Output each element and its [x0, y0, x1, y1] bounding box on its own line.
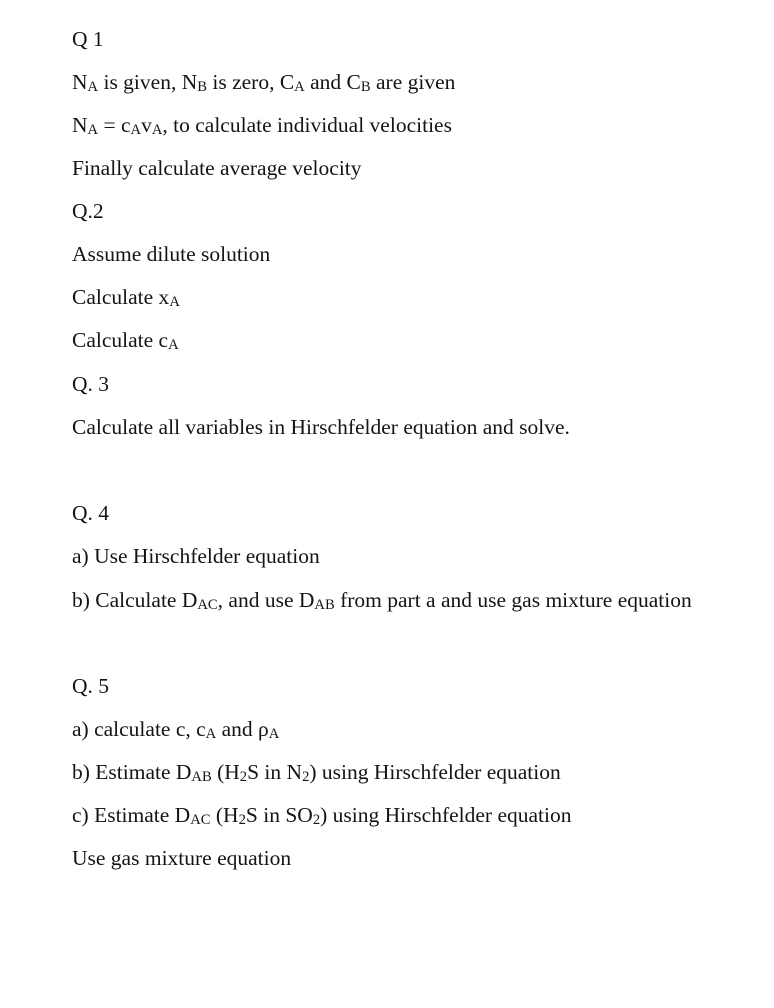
q1-line-flux-equation: NA = cAvA, to calculate individual velocities: [72, 113, 452, 139]
q3-line-hirschfelder: Calculate all variables in Hirschfelder equation and solve.: [72, 415, 570, 439]
q5-line-b: b) Estimate DAB (H2S in N2) using Hirschfelder equation: [72, 760, 561, 786]
q4-line-b: b) Calculate DAC, and use DAB from part a and use gas mixture equation: [72, 588, 692, 614]
q5-line-gas-mixture: Use gas mixture equation: [72, 846, 292, 870]
q2-heading: Q.2: [72, 199, 104, 223]
q5-line-a: a) calculate c, cA and ρA: [72, 717, 280, 743]
q2-line-dilute: Assume dilute solution: [72, 242, 271, 266]
q1-line-given: NA is given, NB is zero, CA and CB are given: [72, 70, 456, 96]
q1-heading: Q 1: [72, 27, 104, 51]
q5-heading: Q. 5: [72, 674, 110, 698]
q2-line-calc-ca: Calculate cA: [72, 328, 179, 354]
q4-line-a: a) Use Hirschfelder equation: [72, 544, 320, 568]
q4-heading: Q. 4: [72, 501, 110, 525]
q1-line-average-velocity: Finally calculate average velocity: [72, 156, 362, 180]
q2-line-calc-xa: Calculate xA: [72, 285, 180, 311]
q3-heading: Q. 3: [72, 372, 110, 396]
q5-line-c: c) Estimate DAC (H2S in SO2) using Hirschfelder equation: [72, 803, 572, 829]
